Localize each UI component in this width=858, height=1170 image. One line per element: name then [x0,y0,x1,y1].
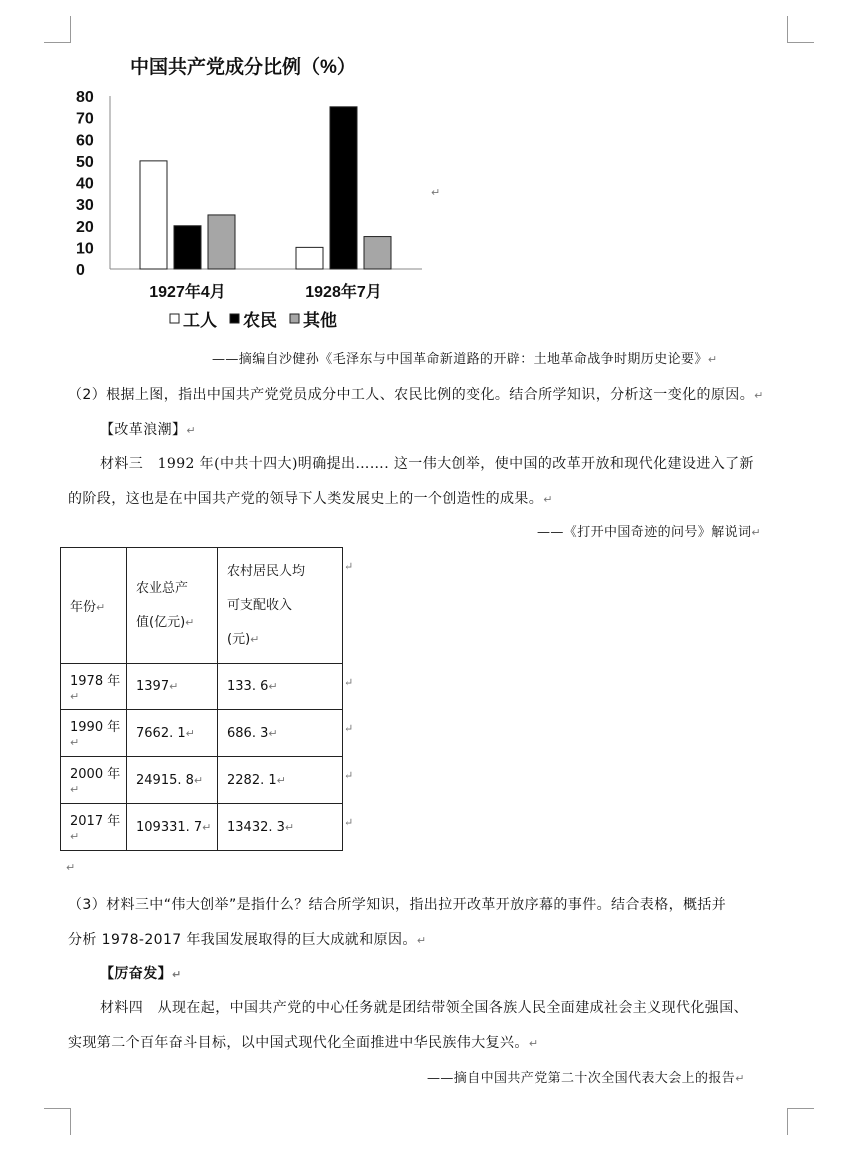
legend-label: 其他 [303,311,337,330]
header-income-line-2: 可支配收入 [227,597,293,613]
paragraph-mark: ↵ [751,526,762,539]
legend-swatch [290,314,299,323]
header-agri-line-2 [136,606,217,640]
cell-text: 24915. 8 [136,772,194,788]
header-income-line-1: 农村居民人均 [227,563,306,579]
paragraph-mark: ↵ [416,934,427,947]
header-year: 年份 [70,600,97,615]
question-2 [68,384,764,404]
cell-text: 109331. 7 [136,819,203,835]
table-row [61,757,343,804]
material-4-line-2-text: 实现第二个百年奋斗目标，以中国式现代化全面推进中华民族伟大复兴。 [68,1035,529,1051]
table-cell [218,757,343,804]
table-cell [61,664,127,710]
legend-label: 农民 [243,311,277,330]
table-cell [218,804,343,851]
y-tick-label: 20 [76,218,94,236]
table-header-cell [218,548,343,664]
y-tick-label: 70 [76,110,94,128]
question-3-line-2-text: 分析 1978-2017 年我国发展取得的巨大成就和原因。 [68,932,417,948]
table-cell [127,710,218,757]
cell-text: 1990 年 [70,720,121,735]
question-3-line-1: （3）材料三中“伟大创举”是指什么？结合所学知识，指出拉开改革开放序幕的事件。结合表格，概括并 [68,897,727,913]
cell-text: 13432. 3 [227,819,285,835]
paragraph-mark: ↵ [754,389,764,402]
material-3-line-1: 材料三 1992 年(中共十四大)明确提出……. 这一伟大创举，使中国的改革开放和现代化建设进入了新 [100,456,754,472]
material-3-source [537,521,761,540]
paragraph-mark: ↵ [96,601,106,614]
x-tick-label: 1928年7月 [305,284,382,301]
cell-text: 1978 年 [70,673,121,689]
material-3-source-text: ——《打开中国奇迹的问号》解说词 [537,525,752,540]
material-4-source-text: ——摘自中国共产党第二十次全国代表大会上的报告 [427,1071,736,1086]
table-cell [127,804,218,851]
paragraph-mark: ↵ [70,736,80,749]
y-tick-label: 40 [76,175,94,193]
material-3-line-2-text: 的阶段，这也是在中国共产党的领导下人类发展史上的一个创造性的成果。 [68,491,544,507]
header-income-line-3 [227,623,342,657]
paragraph-mark: ↵ [70,689,80,703]
cell-text: 2000 年 [70,767,121,782]
paragraph-mark: ↵ [344,560,354,573]
bar-1-3 [208,215,235,269]
header-agri-line-2-text: 值(亿元) [136,614,186,630]
paragraph-mark: ↵ [186,424,197,437]
paragraph-mark: ↵ [344,769,354,782]
y-tick-label: 80 [76,89,94,106]
paragraph-mark: ↵ [70,830,80,843]
table-row [61,804,343,851]
paragraph-mark: ↵ [66,861,76,874]
crop-mark-bottom-left [44,1108,71,1135]
material-4-line-2 [68,1032,538,1052]
section-reform-text: 【改革浪潮】 [100,422,187,438]
cell-text: 686. 3 [227,725,269,741]
source-line-1 [212,348,717,367]
paragraph-mark: ↵ [268,680,278,693]
table-row [61,710,343,757]
bar-1-1 [140,161,167,269]
table-header-row [61,548,343,664]
paragraph-mark: ↵ [528,1037,539,1050]
material-3-line-2 [68,488,553,508]
header-agri-line-1: 农业总产 [136,580,189,596]
material-4-line-1: 材料四 从现在起，中国共产党的中心任务就是团结带领全国各族人民全面建成社会主义现代化强国、 [100,1000,748,1016]
y-tick-label: 10 [76,240,94,258]
y-tick-label: 60 [76,132,94,150]
paragraph-mark: ↵ [268,726,278,740]
paragraph-mark: ↵ [344,816,354,829]
table-cell [218,710,343,757]
paragraph-mark: ↵ [185,615,195,629]
cell-text: 1397 [136,679,170,694]
cell-text: 7662. 1 [136,725,186,741]
crop-mark-top-left [44,16,71,43]
table-cell [127,757,218,804]
table-header-cell [127,548,218,664]
table-cell [61,757,127,804]
party-composition-bar-chart [60,46,440,336]
cell-text: 2017 年 [70,814,121,829]
source-text-1: ——摘编自沙健孙《毛泽东与中国革命新道路的开辟：土地革命战争时期历史论要》 [212,352,708,367]
bar-1-2 [174,226,201,269]
paragraph-mark: ↵ [193,773,204,787]
paragraph-mark: ↵ [70,783,80,796]
material-4-source [427,1067,745,1086]
paragraph-mark: ↵ [344,722,354,735]
paragraph-mark: ↵ [202,820,212,834]
y-tick-label: 30 [76,197,94,215]
question-2-text: （2）根据上图，指出中国共产党党员成分中工人、农民比例的变化。结合所学知识，分析这一变化的原因。 [68,387,755,403]
paragraph-mark: ↵ [250,632,260,646]
table-cell [61,804,127,851]
paragraph-mark: ↵ [276,773,286,787]
question-3-line-2 [68,929,426,949]
table-cell [61,710,127,757]
paragraph-mark: ↵ [735,1072,745,1085]
legend-label: 工人 [183,311,217,330]
table-row [61,664,343,710]
paragraph-mark: ↵ [284,820,295,834]
table-cell [218,664,343,710]
legend-swatch [170,314,179,323]
table-header-cell [61,548,127,664]
paragraph-mark: ↵ [543,493,553,506]
header-income-line-3-text: (元) [227,631,251,647]
bar-2-1 [296,247,323,269]
paragraph-mark: ↵ [172,968,182,981]
section-heading-strive [100,963,182,983]
paragraph-mark: ↵ [344,676,354,689]
y-tick-label: 0 [76,262,85,279]
paragraph-mark: ↵ [707,353,718,366]
cell-text: 133. 6 [227,679,269,694]
x-tick-label: 1927年4月 [149,284,226,301]
cell-text: 2282. 1 [227,772,277,788]
paragraph-mark: ↵ [185,726,195,740]
legend-swatch [230,314,239,323]
section-strive-text: 【厉奋发】 [100,966,172,982]
agriculture-income-table [60,547,343,851]
table-cell [127,664,218,710]
chart-title: 中国共产党成分比例（%） [130,57,356,78]
section-heading-reform [100,419,196,439]
paragraph-mark: ↵ [431,186,441,199]
crop-mark-top-right [787,16,814,43]
bar-2-2 [330,107,357,269]
paragraph-mark: ↵ [169,680,179,693]
crop-mark-bottom-right [787,1108,814,1135]
y-tick-label: 50 [76,153,94,171]
bar-2-3 [364,237,391,269]
